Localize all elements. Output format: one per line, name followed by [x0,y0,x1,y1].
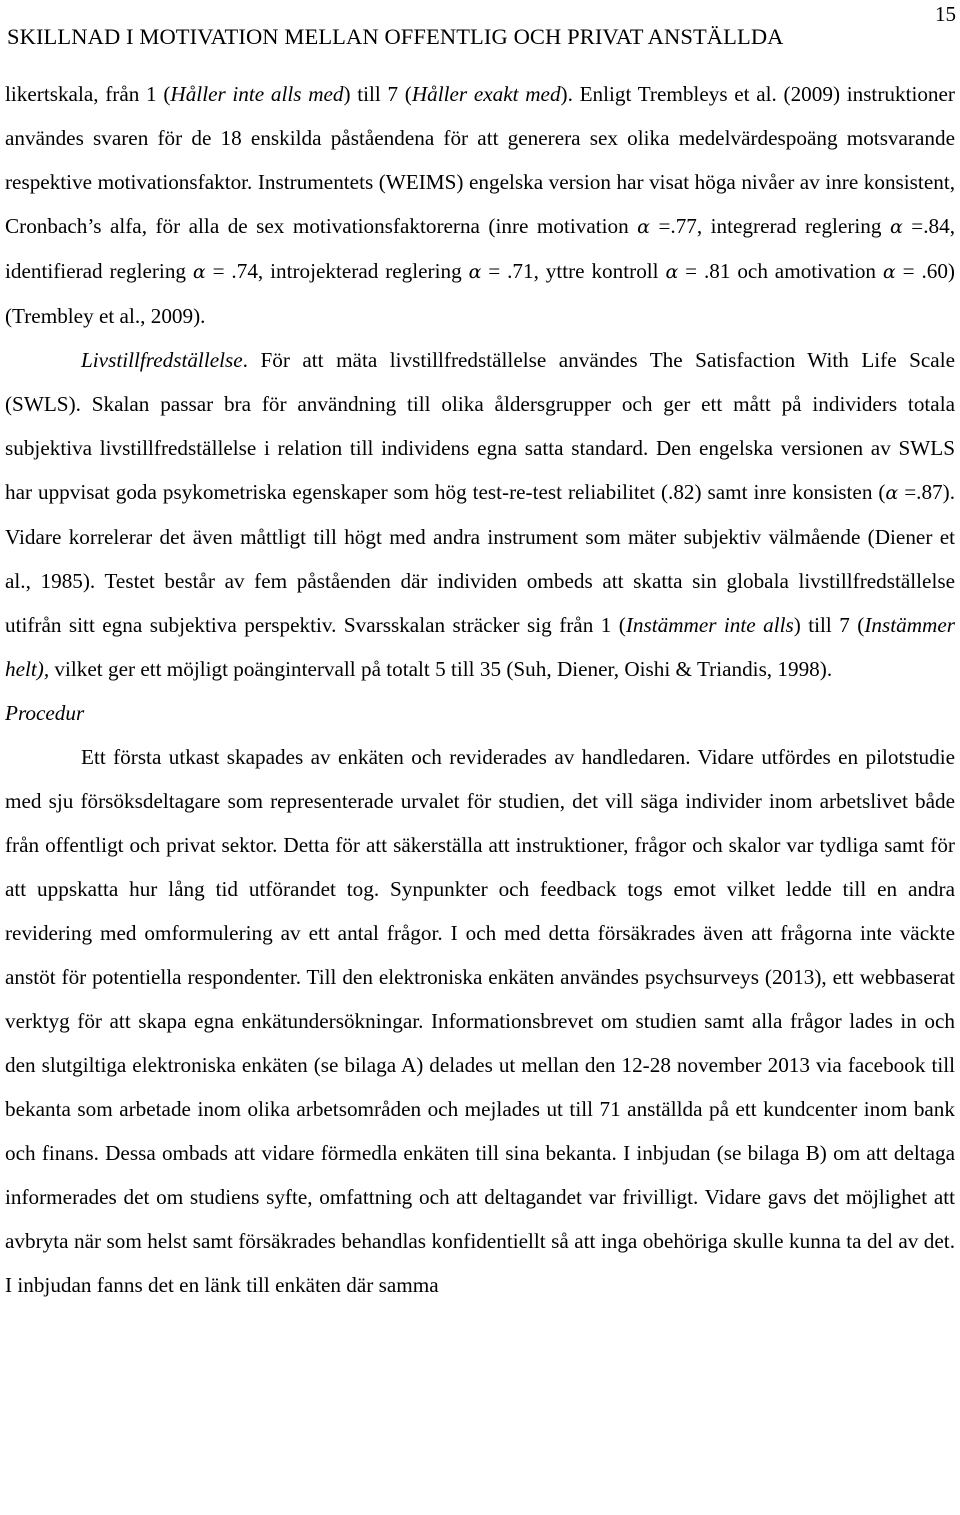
alpha-symbol: α [192,261,206,283]
running-head: SKILLNAD I MOTIVATION MELLAN OFFENTLIG OCH PRIVAT ANSTÄLLDA [7,24,784,49]
text-run: =.87). Vidare korrelerar det även måttligt till högt med andra instrument som mäter subjektiv välmående (Diener et al., 1985). Testet består av fem påståenden där individen ombeds att skatta sin globala livstillfredställelse utifrån sitt egna subjektiva perspektiv. Svarsskalan sträcker sig från 1 ( [5,480,955,637]
page-number: 15 [935,2,956,26]
alpha-symbol: α [889,216,903,238]
italic-run: Instämmer inte alls [625,613,794,637]
italic-run: Håller inte alls med [170,82,344,106]
text-run: = .81 och amotivation [678,259,883,283]
subsection-title: Livstillfredställelse [81,348,243,372]
text-run: likertskala, från 1 ( [5,82,171,106]
text-run: = .74, introjekterad reglering [205,259,469,283]
alpha-symbol: α [665,261,679,283]
paragraph-swls [5,338,955,691]
text-run: ) till 7 ( [343,82,412,106]
paragraph-procedur: Ett första utkast skapades av enkäten och reviderades av handledaren. Vidare utfördes en pilotstudie med sju försöksdeltagare som representerade urvalet för studien, det vill säga individer inom arbetslivet både från offentligt och privat sektor. Detta för att säkerställa att instruktioner, frågor och skalor var tydliga samt för att uppskatta hur lång tid utförandet tog. Synpunkter och feedback togs emot vilket ledde till en andra revidering med omformulering av ett antal frågor. I och med detta försäkrades även att frågorna inte väckte anstöt för potentiella respondenter. Till den elektroniska enkäten användes psychsurveys (2013), ett webbaserat verktyg för att skapa egna enkätundersökningar. Informationsbrevet om studien samt alla frågor lades in och den slutgiltiga elektroniska enkäten (se bilaga A) delades ut mellan den 12-28 november 2013 via facebook till bekanta som arbetade inom olika arbetsområden och mejlades ut till 71 anställda på ett kundcenter inom bank och finans. Dessa ombads att vidare förmedla enkäten till sina bekanta. I inbjudan (se bilaga B) om att deltaga informerades det om studiens syfte, omfattning och att deltagandet var frivilligt. Vidare gavs det möjlighet att avbryta när som helst samt försäkrades behandlas konfidentiellt så att inga obehöriga skulle kunna ta del av det. I inbjudan fanns det en länk till enkäten där samma [5,745,955,1297]
alpha-symbol: α [885,482,899,504]
alpha-symbol: α [882,261,896,283]
paragraph-weims [5,72,955,338]
text-run: . För att mäta livstillfredställelse användes The Satisfaction With Life Scale (SWLS). Skalan passar bra för användning till olika åldersgrupper och ger ett mått på individers totala subjektiva livstillfredställelse i relation till individens egna satta standard. Den engelska versionen av SWLS har uppvisat goda psykometriska egenskaper som hög test-re-test reliabilitet (.82) samt inre konsisten ( [5,348,955,504]
text-run: ). Enligt Trembleys et al. (2009) instruktioner användes svaren för de 18 enskilda påståendena för att generera sex olika medelvärdespoäng motsvarande respektive motivationsfaktor. Instrumentets (WEIMS) engelska version har visat höga nivåer av inre konsistent, Cronbach’s alfa, för alla de sex motivationsfaktorerna (inre motivation [5,82,955,238]
text-run: ) till 7 ( [793,613,865,637]
text-run: =.77, integrerad reglering [650,214,890,238]
text-run: = .71, yttre kontroll [481,259,666,283]
alpha-symbol: α [468,261,482,283]
italic-run: Instämmer helt), [5,613,955,681]
italic-run: Håller exakt med [411,82,561,106]
alpha-symbol: α [637,216,650,238]
text-run: =.84, identifierad reglering [5,214,955,283]
body-text [5,72,955,1307]
section-heading: Procedur [5,701,85,725]
text-run: = .60) (Trembley et al., 2009). [5,259,955,328]
text-run: vilket ger ett möjligt poängintervall på totalt 5 till 35 (Suh, Diener, Oishi & Triandis, 1998). [49,657,833,681]
